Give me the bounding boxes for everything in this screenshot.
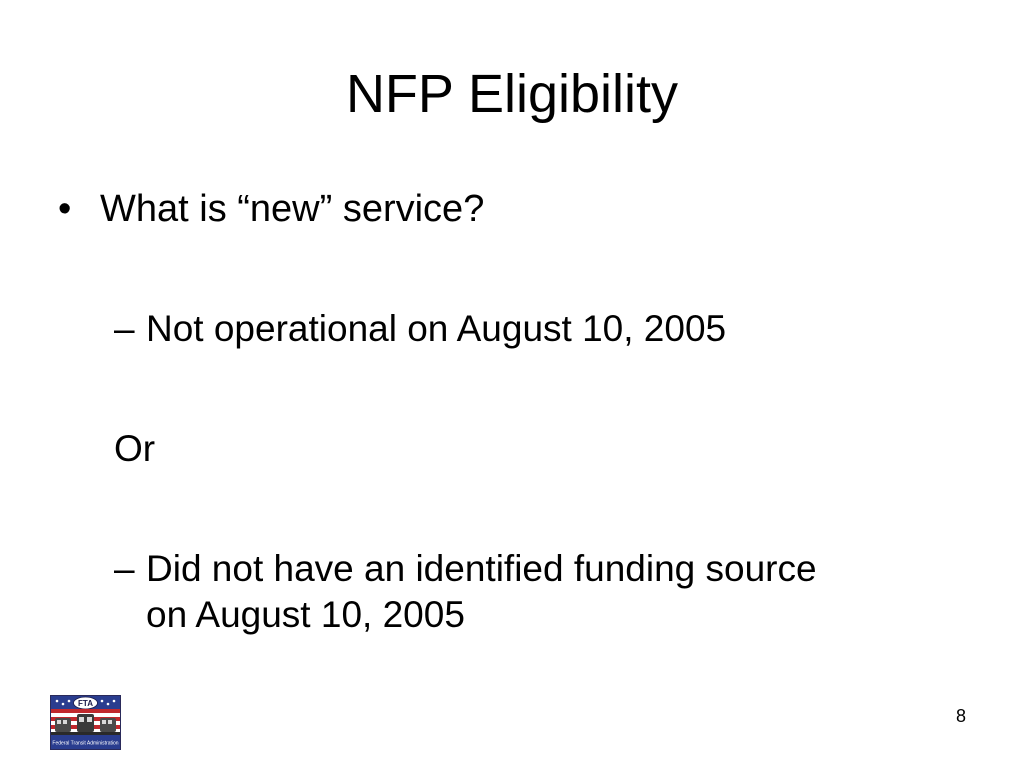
slide-title: NFP Eligibility: [345, 64, 679, 124]
page-number: 8: [955, 706, 966, 726]
bullet-text: What is “new” service?: [100, 188, 485, 230]
svg-text:FTA: FTA: [78, 699, 93, 708]
sub-bullet-text: Did not have an identified funding source on August 10, 2005: [146, 548, 817, 635]
bullet-marker: •: [58, 188, 72, 230]
sub-bullet-item: [114, 306, 874, 352]
fta-logo-graphic: [51, 696, 120, 749]
svg-text:Federal Transit Administration: Federal Transit Administration: [52, 740, 119, 747]
sub-bullet-item: [114, 546, 854, 638]
dash-marker: –: [114, 548, 135, 589]
fta-logo: [50, 695, 121, 750]
dash-marker: –: [114, 308, 135, 349]
bullet-item: [58, 186, 484, 232]
sub-bullet-text: Not operational on August 10, 2005: [146, 308, 727, 349]
connector-text: Or: [114, 428, 156, 469]
